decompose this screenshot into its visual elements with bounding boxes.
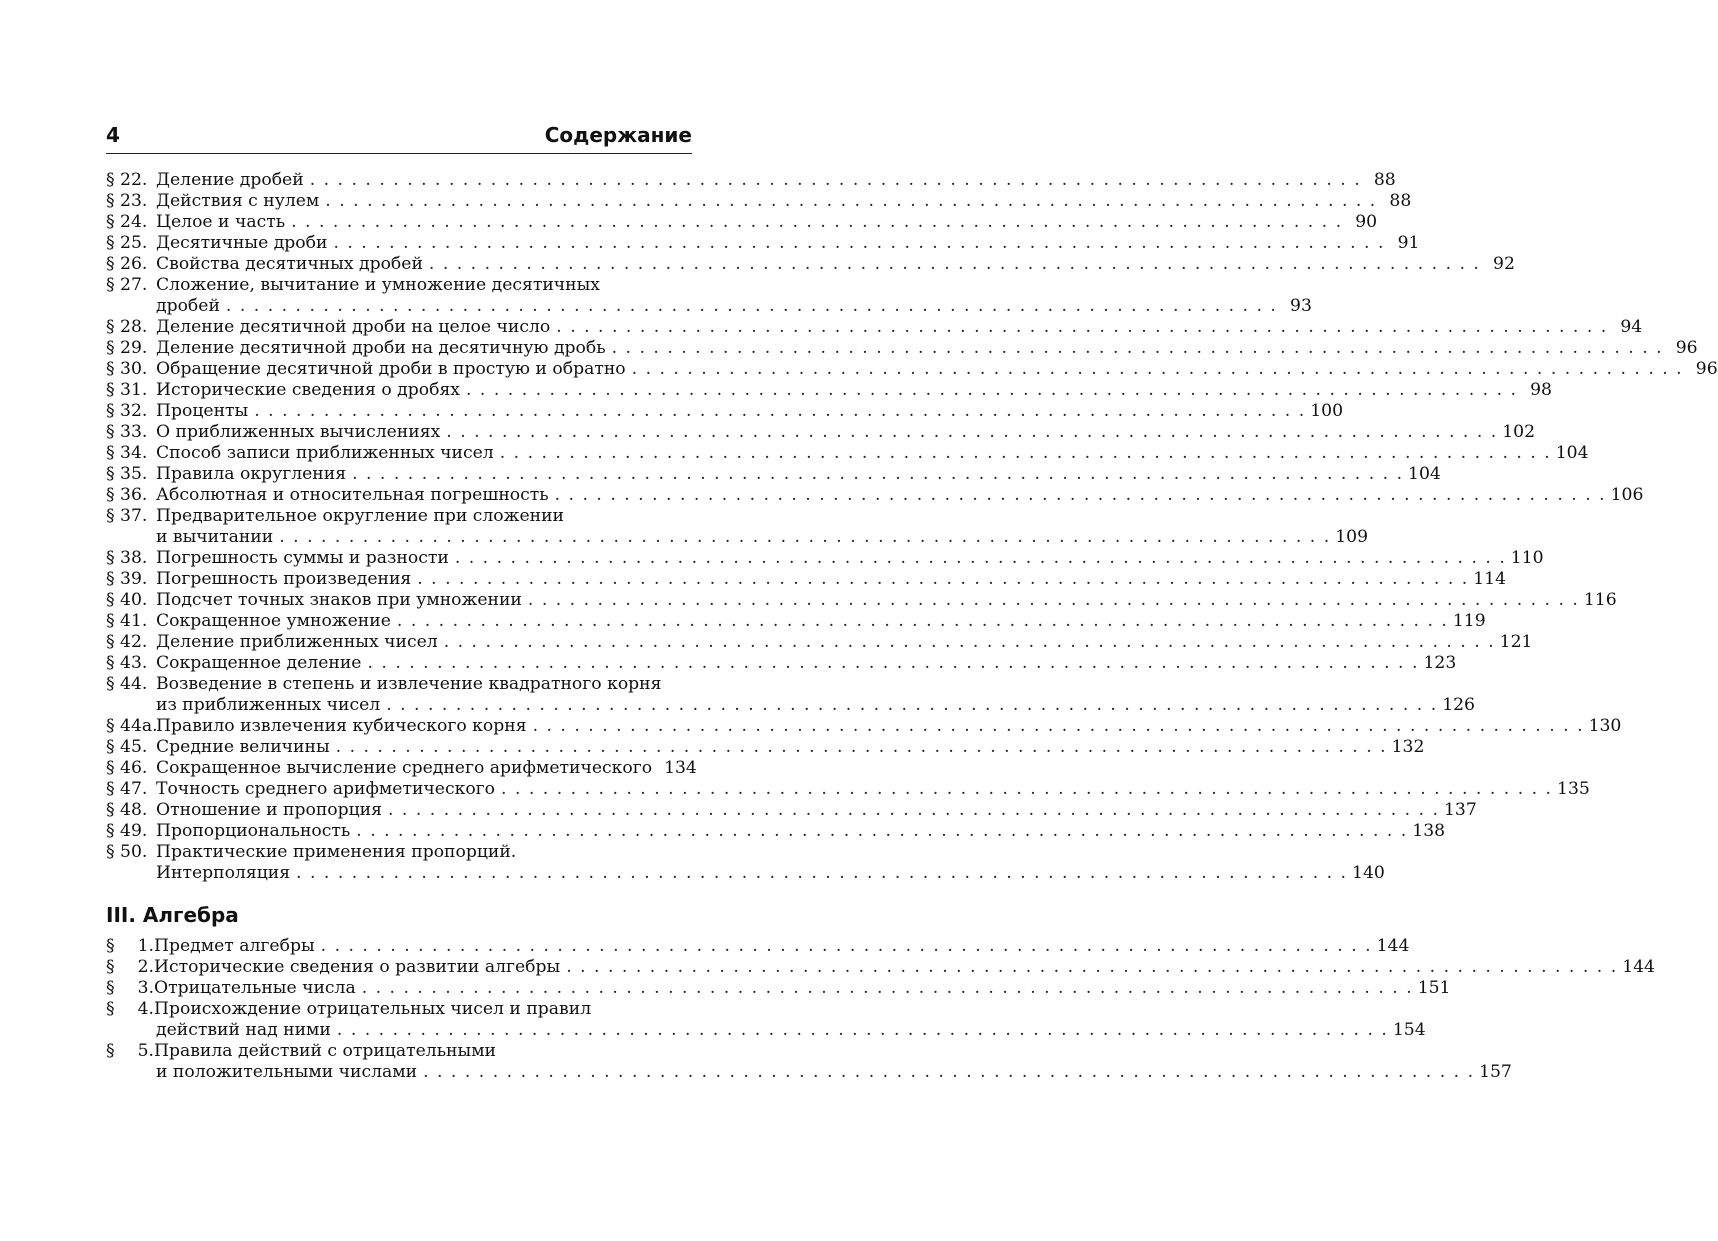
entry-title: Деление десятичной дроби на целое число <box>156 317 551 337</box>
toc-entry <box>106 978 1451 999</box>
section-number: § 40. <box>106 590 148 610</box>
toc-line <box>106 254 1515 275</box>
section-number: § 48. <box>106 800 148 820</box>
section-sign: § <box>106 978 115 998</box>
toc-line <box>106 296 1312 317</box>
toc-entry <box>106 212 1378 233</box>
toc-entry <box>106 275 1312 317</box>
dot-leader <box>556 317 1606 338</box>
page-ref: 134 <box>664 758 697 778</box>
section-number: § 34. <box>106 443 148 463</box>
toc-line <box>106 632 1533 653</box>
toc-line <box>106 548 1544 569</box>
section-number: § 27. <box>106 275 148 295</box>
section-number: § 44а. <box>106 716 158 736</box>
entry-title: Абсолютная и относительная погрешность <box>156 485 549 505</box>
entry-title: Предмет алгебры <box>154 936 315 956</box>
toc-line <box>106 821 1446 842</box>
page-ref: 121 <box>1499 632 1533 652</box>
toc-entry <box>106 506 1369 548</box>
toc-entry <box>106 936 1410 957</box>
section-number: § 26. <box>106 254 148 274</box>
toc-line <box>106 758 697 779</box>
dot-leader <box>528 590 1578 611</box>
entry-title: Средние величины <box>156 737 330 757</box>
entry-title: Действия с нулем <box>156 191 320 211</box>
toc-line <box>106 1041 692 1062</box>
dot-leader <box>279 527 1329 548</box>
toc-line <box>106 191 1412 212</box>
entry-title: Способ записи приближенных чисел <box>156 443 494 463</box>
section-index: 5. <box>137 1041 154 1061</box>
dot-leader <box>325 191 1375 212</box>
entry-title: Возведение в степень и извлечение квадратного корня <box>156 674 662 694</box>
toc-line <box>106 338 1698 359</box>
entry-title: Сокращенное деление <box>156 653 362 673</box>
toc-line <box>106 737 1425 758</box>
dot-leader <box>310 170 1360 191</box>
toc-line <box>106 674 692 695</box>
section-number: § 43. <box>106 653 148 673</box>
page-ref: 116 <box>1583 590 1617 610</box>
entry-title: Сложение, вычитание и умножение десятичных <box>156 275 600 295</box>
page-ref: 157 <box>1479 1062 1512 1082</box>
toc-entry <box>106 464 1441 485</box>
entry-title: Деление приближенных чисел <box>156 632 438 652</box>
toc-line <box>106 317 1643 338</box>
dot-leader <box>455 548 1505 569</box>
page-ref: 114 <box>1473 569 1507 589</box>
toc-line <box>106 422 1536 443</box>
page-ref: 93 <box>1290 296 1312 316</box>
page-ref: 126 <box>1442 695 1475 715</box>
page-ref: 92 <box>1493 254 1515 274</box>
dot-leader <box>352 464 1402 485</box>
dot-leader <box>501 779 1551 800</box>
section-number: § 29. <box>106 338 148 358</box>
entry-title: и положительными числами <box>156 1062 418 1082</box>
toc-entry <box>106 380 1552 401</box>
dot-leader <box>386 695 1436 716</box>
page-ref: 137 <box>1443 800 1477 820</box>
toc-line <box>106 212 1378 233</box>
section-number: § 46. <box>106 758 148 778</box>
page-ref: 151 <box>1417 978 1451 998</box>
entry-title: Практические применения пропорций. <box>156 842 517 862</box>
toc-entry <box>106 569 1507 590</box>
dot-leader <box>632 359 1682 380</box>
toc-line <box>106 842 692 863</box>
toc-entry <box>106 485 1644 506</box>
toc-line <box>106 863 1385 884</box>
section-number: § 41. <box>106 611 148 631</box>
toc-line <box>106 779 1590 800</box>
page-ref: 106 <box>1610 485 1644 505</box>
page-ref: 100 <box>1310 401 1344 421</box>
page-ref: 119 <box>1452 611 1486 631</box>
section-number: § 37. <box>106 506 148 526</box>
dot-leader <box>500 443 1550 464</box>
toc-line <box>106 506 692 527</box>
dot-leader <box>397 611 1447 632</box>
section-number: § 32. <box>106 401 148 421</box>
toc-entry <box>106 957 1655 978</box>
section-index: 3. <box>137 978 154 998</box>
toc-line <box>106 359 1718 380</box>
toc-entry <box>106 170 1396 191</box>
toc-line <box>106 443 1589 464</box>
entry-title: Деление дробей <box>156 170 304 190</box>
page-ref: 91 <box>1397 233 1420 253</box>
page-number: 4 <box>106 123 120 147</box>
toc-entry <box>106 842 1385 884</box>
dot-leader <box>337 1020 1387 1041</box>
section-sign: § <box>106 957 115 977</box>
entry-title: Сокращенное умножение <box>156 611 391 631</box>
toc-entry <box>106 632 1533 653</box>
toc-entry <box>106 233 1420 254</box>
entry-title: Правило извлечения кубического корня <box>156 716 527 736</box>
entry-title: Обращение десятичной дроби в простую и обратно <box>156 359 626 379</box>
toc-line <box>106 653 1457 674</box>
toc-entry <box>106 821 1446 842</box>
entry-title: Погрешность произведения <box>156 569 412 589</box>
section-sign: § <box>106 999 115 1019</box>
entry-title: Подсчет точных знаков при умножении <box>156 590 522 610</box>
page-ref: 110 <box>1510 548 1544 568</box>
toc-line <box>106 695 1475 716</box>
page-ref: 90 <box>1355 212 1378 232</box>
toc-entry <box>106 443 1589 464</box>
section-number: § 22. <box>106 170 148 190</box>
page-ref: 104 <box>1555 443 1589 463</box>
entry-title: Правила действий с отрицательными <box>154 1041 497 1061</box>
entry-title: Правила округления <box>156 464 347 484</box>
section-index: 1. <box>137 936 154 956</box>
section-number: § 45. <box>106 737 148 757</box>
section-number: § 23. <box>106 191 148 211</box>
toc-line <box>106 936 1410 957</box>
section-number: § 33. <box>106 422 148 442</box>
entry-title: О приближенных вычислениях <box>156 422 441 442</box>
page-ref: 109 <box>1335 527 1369 547</box>
section-number <box>106 936 154 957</box>
dot-leader <box>388 800 1438 821</box>
page-ref: 104 <box>1408 464 1441 484</box>
page-ref: 138 <box>1412 821 1446 841</box>
section-number: § 50. <box>106 842 148 862</box>
entry-title: Исторические сведения о дробях <box>156 380 460 400</box>
toc-line <box>106 464 1441 485</box>
entry-title: Десятичные дроби <box>156 233 328 253</box>
section-number <box>106 999 154 1020</box>
section-number: § 30. <box>106 359 148 379</box>
toc-line <box>106 999 692 1020</box>
section-number <box>106 957 154 978</box>
toc-entry <box>106 317 1643 338</box>
toc-entry <box>106 737 1425 758</box>
entry-title: Точность среднего арифметического <box>156 779 496 799</box>
dot-leader <box>362 978 1412 999</box>
entry-title: Отношение и пропорция <box>156 800 382 820</box>
section-number: § 44. <box>106 674 148 694</box>
entry-title: Пропорциональность <box>156 821 351 841</box>
toc-entry <box>106 338 1698 359</box>
section-number: § 31. <box>106 380 148 400</box>
entry-title: Погрешность суммы и разности <box>156 548 449 568</box>
running-title: Содержание <box>544 123 692 147</box>
page-ref: 135 <box>1557 779 1590 799</box>
page-ref: 102 <box>1502 422 1536 442</box>
page-ref: 94 <box>1620 317 1643 337</box>
entry-title: дробей <box>156 296 220 316</box>
section-number: § 47. <box>106 779 148 799</box>
entry-title: Целое и часть <box>156 212 286 232</box>
entry-title: из приближенных чисел <box>156 695 381 715</box>
entry-title: Интерполяция <box>156 863 291 883</box>
section-number: § 49. <box>106 821 148 841</box>
section-number: § 28. <box>106 317 148 337</box>
page-ref: 98 <box>1530 380 1552 400</box>
entry-title: Предварительное округление при сложении <box>156 506 564 526</box>
dot-leader <box>444 632 1494 653</box>
entry-title: Отрицательные числа <box>154 978 356 998</box>
toc-line <box>106 569 1507 590</box>
page-ref: 88 <box>1389 191 1412 211</box>
dot-leader <box>555 485 1605 506</box>
toc-entry <box>106 999 1426 1041</box>
page-header <box>106 123 692 153</box>
page-ref: 140 <box>1352 863 1385 883</box>
toc-entry <box>106 422 1536 443</box>
entry-title: Деление десятичной дроби на десятичную дробь <box>156 338 606 358</box>
section-index: 2. <box>137 957 154 977</box>
toc-entry <box>106 590 1617 611</box>
dot-leader <box>367 653 1417 674</box>
section-sign: § <box>106 1041 115 1061</box>
dot-leader <box>333 233 1383 254</box>
section-number: § 36. <box>106 485 148 505</box>
dot-leader <box>533 716 1583 737</box>
section-sign: § <box>106 936 115 956</box>
section-number: § 42. <box>106 632 148 652</box>
section-number: § 25. <box>106 233 148 253</box>
dot-leader <box>296 863 1346 884</box>
section-index: 4. <box>137 999 154 1019</box>
header-rule <box>106 153 692 154</box>
page-ref: 154 <box>1392 1020 1426 1040</box>
toc-list <box>106 170 1718 884</box>
dot-leader <box>446 422 1496 443</box>
toc-entry <box>106 716 1622 737</box>
toc-list-algebra <box>106 936 1655 1083</box>
dot-leader <box>423 1062 1473 1083</box>
toc-line <box>106 233 1420 254</box>
dot-leader <box>226 296 1276 317</box>
entry-title: Сокращенное вычисление среднего арифметического <box>156 758 653 778</box>
entry-title: Исторические сведения о развитии алгебры <box>154 957 561 977</box>
toc-line <box>106 485 1644 506</box>
page-ref: 130 <box>1588 716 1622 736</box>
page-ref: 123 <box>1423 653 1457 673</box>
section-number: § 35. <box>106 464 148 484</box>
toc-entry <box>106 758 697 779</box>
page-ref: 144 <box>1376 936 1410 956</box>
entry-title: Происхождение отрицательных чисел и правил <box>154 999 592 1019</box>
toc-entry <box>106 653 1457 674</box>
entry-title: Проценты <box>156 401 249 421</box>
toc-line <box>106 957 1655 978</box>
toc-line <box>106 611 1486 632</box>
section-number <box>106 978 154 999</box>
dot-leader <box>321 936 1371 957</box>
toc-entry <box>106 359 1718 380</box>
toc-entry <box>106 674 1475 716</box>
page-ref: 96 <box>1695 359 1718 379</box>
toc-entry <box>106 548 1544 569</box>
dot-leader <box>291 212 1341 233</box>
toc-entry <box>106 800 1477 821</box>
page-ref: 144 <box>1622 957 1655 977</box>
entry-title: действий над ними <box>156 1020 331 1040</box>
toc-line <box>106 275 692 296</box>
toc-entry <box>106 1041 1512 1083</box>
section-number <box>106 1041 154 1062</box>
toc-line <box>106 590 1617 611</box>
dot-leader <box>566 957 1616 978</box>
page-ref: 132 <box>1391 737 1425 757</box>
toc-entry <box>106 254 1515 275</box>
entry-title: и вычитании <box>156 527 274 547</box>
toc-entry <box>106 779 1590 800</box>
toc-line <box>106 716 1622 737</box>
section-number: § 39. <box>106 569 148 589</box>
dot-leader <box>612 338 1662 359</box>
entry-title: Свойства десятичных дробей <box>156 254 423 274</box>
dot-leader <box>417 569 1467 590</box>
dot-leader <box>336 737 1386 758</box>
toc-line <box>106 1062 1512 1083</box>
page-ref: 96 <box>1675 338 1698 358</box>
dot-leader <box>429 254 1479 275</box>
toc-entry <box>106 611 1486 632</box>
dot-leader <box>466 380 1516 401</box>
toc-line <box>106 800 1477 821</box>
toc-line <box>106 170 1396 191</box>
section-number: § 24. <box>106 212 148 232</box>
toc-entry <box>106 191 1412 212</box>
toc-line <box>106 1020 1426 1041</box>
page-ref: 88 <box>1373 170 1396 190</box>
toc-line <box>106 978 1451 999</box>
toc-line <box>106 401 1344 422</box>
section-number: § 38. <box>106 548 148 568</box>
dot-leader <box>254 401 1304 422</box>
toc-line <box>106 527 1369 548</box>
section-heading: III. Алгебра <box>106 903 239 927</box>
dot-leader <box>356 821 1406 842</box>
toc-entry <box>106 401 1344 422</box>
toc-line <box>106 380 1552 401</box>
